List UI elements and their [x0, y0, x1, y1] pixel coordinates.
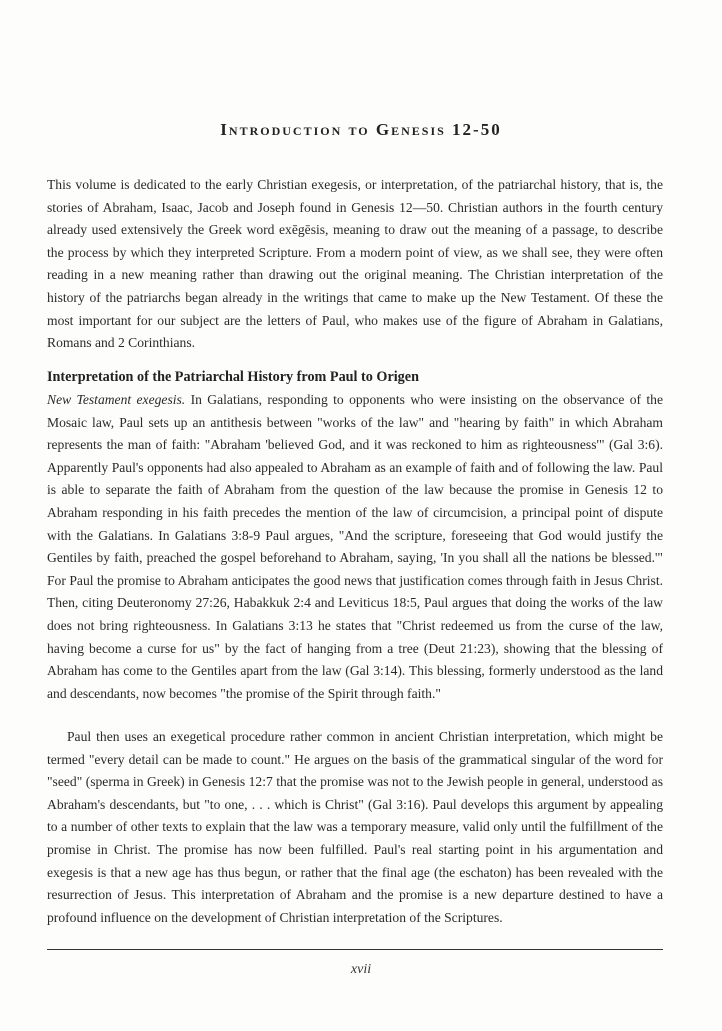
footer-rule	[47, 949, 663, 950]
intro-paragraph: This volume is dedicated to the early Christian exegesis, or interpretation, of the patriarchal history, that is, the stories of Abraham, Isaac, Jacob and Joseph found in Genesis 12—50. Christian authors in the fourth century already used extensively the Greek word exēgēsis, meaning to draw out the meaning of a passage, to describe the process by which they interpreted Scripture. From a modern point of view, as we shall see, they were often reading in a new meaning rather than drawing out the original meaning. The Christian interpretation of the history of the patriarchs began already in the writings that came to make up the New Testament. Of these the most important for our subject are the letters of Paul, who makes use of the figure of Abraham in Galatians, Romans and 2 Corinthians.	[47, 177, 663, 351]
page-number: xvii	[350, 962, 372, 977]
section-runin-heading: New Testament exegesis.	[47, 392, 186, 407]
section-paragraph-1	[47, 389, 663, 705]
page-title: Introduction to Genesis 12-50	[220, 120, 502, 139]
section-heading: Interpretation of the Patriarchal History from Paul to Origen	[47, 369, 419, 385]
section-paragraph-2: Paul then uses an exegetical procedure rather common in ancient Christian interpretation, which might be termed "every detail can be made to count." He argues on the basis of the grammatical singular of the word for "seed" (sperma in Greek) in Genesis 12:7 that the promise was not to the Jewish people in general, understood as Abraham's descendants, but "to one, . . . which is Christ" (Gal 3:16). Paul develops this argument by appealing to a number of other texts to explain that the law was a temporary measure, valid only until the fulfillment of the promise in Christ. The promise has now been fulfilled. Paul's real starting point in his argumentation and exegesis is that a new age has thus begun, or rather that the final age (the eschaton) has been revealed with the resurrection of Jesus. This interpretation of Abraham and the promise is a new departure destined to have a profound influence on the development of Christian interpretation of the Scriptures.	[47, 729, 663, 925]
section-paragraph-2-block	[47, 726, 663, 929]
section-paragraph-1-text: In Galatians, responding to opponents who were insisting on the observance of the Mosaic law, Paul sets up an antithesis between "works of the law" and "hearing by faith" in which Abraham represents the man of faith: "Abraham 'believed God, and it was reckoned to him as righteousness'" (Gal 3:6). Apparently Paul's opponents had also appealed to Abraham as an example of faith and of following the law. Paul is able to separate the faith of Abraham from the question of the law because the promise in Genesis 12 to Abraham responding in his faith precedes the mention of the law of circumcision, a principal point of dispute with the Galatians. In Galatians 3:8-9 Paul argues, "And the scripture, foreseeing that God would justify the Gentiles by faith, preached the gospel beforehand to Abraham, saying, 'In you shall all the nations be blessed.'" For Paul the promise to Abraham anticipates the good news that justification comes through faith in Jesus Christ. Then, citing Deuteronomy 27:26, Habakkuk 2:4 and Leviticus 18:5, Paul argues that doing the works of the law does not bring righteousness. In Galatians 3:13 he states that "Christ redeemed us from the curse of the law, having become a curse for us" by the fact of hanging from a tree (Deut 21:23), showing that the blessing of Abraham has come to the Gentiles apart from the law (Gal 3:14). This blessing, formerly understood as the land and descendants, now becomes "the promise of the Spirit through faith."	[47, 392, 664, 701]
intro-paragraph-block	[47, 174, 663, 355]
section-paragraph-1-block	[47, 389, 663, 705]
